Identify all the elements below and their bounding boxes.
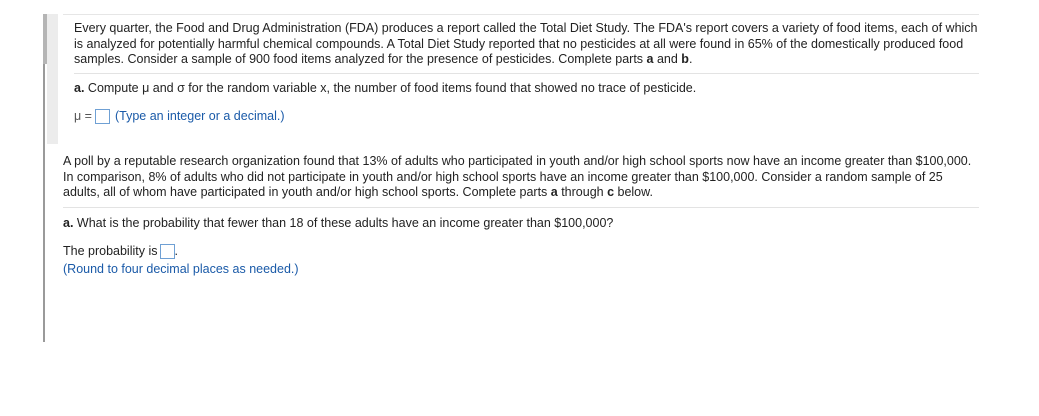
mu-answer-input[interactable] [95, 109, 110, 124]
answer-hint: (Type an integer or a decimal.) [114, 109, 285, 123]
problem-2-intro: A poll by a reputable research organization found that 13% of adults who participated in youth and/or high school sports now have an income greater than $100,000. In comparison, 8% of adults who did not participate in youth and/or high school sports have an income greater than $100,000. Consider a random sample of 25 adults, all of whom have participated in youth and/or high school sports. Complete parts a through c below. [63, 154, 972, 199]
mu-label: μ = [74, 109, 92, 123]
problem-2 [63, 154, 979, 276]
left-margin-shade [47, 14, 58, 144]
probability-answer-input[interactable] [160, 244, 175, 259]
problem-1-intro: Every quarter, the Food and Drug Administration (FDA) produces a report called the Total Diet Study. The FDA's report covers a variety of food items, each of which is analyzed for potentially harmful chemical compounds. A Total Diet Study reported that no pesticides at all were found in 65% of the domestically produced food samples. Consider a sample of 900 food items analyzed for the presence of pesticides. Complete parts a and b. [63, 14, 979, 68]
rounding-hint: (Round to four decimal places as needed.) [63, 261, 299, 276]
left-margin-line [43, 64, 45, 342]
problem-1-answer-row [74, 109, 979, 124]
problem-1 [63, 14, 979, 124]
divider [74, 73, 979, 74]
period: . [174, 244, 178, 258]
problem-1-question-a: a. Compute μ and σ for the random variable x, the number of food items found that showed no trace of pesticide. [74, 80, 697, 95]
probability-label: The probability is [63, 244, 158, 258]
problem-2-answer-row [63, 244, 979, 259]
problem-2-question-a: a. What is the probability that fewer than 18 of these adults have an income greater than $100,000? [63, 215, 614, 230]
divider [63, 207, 979, 208]
